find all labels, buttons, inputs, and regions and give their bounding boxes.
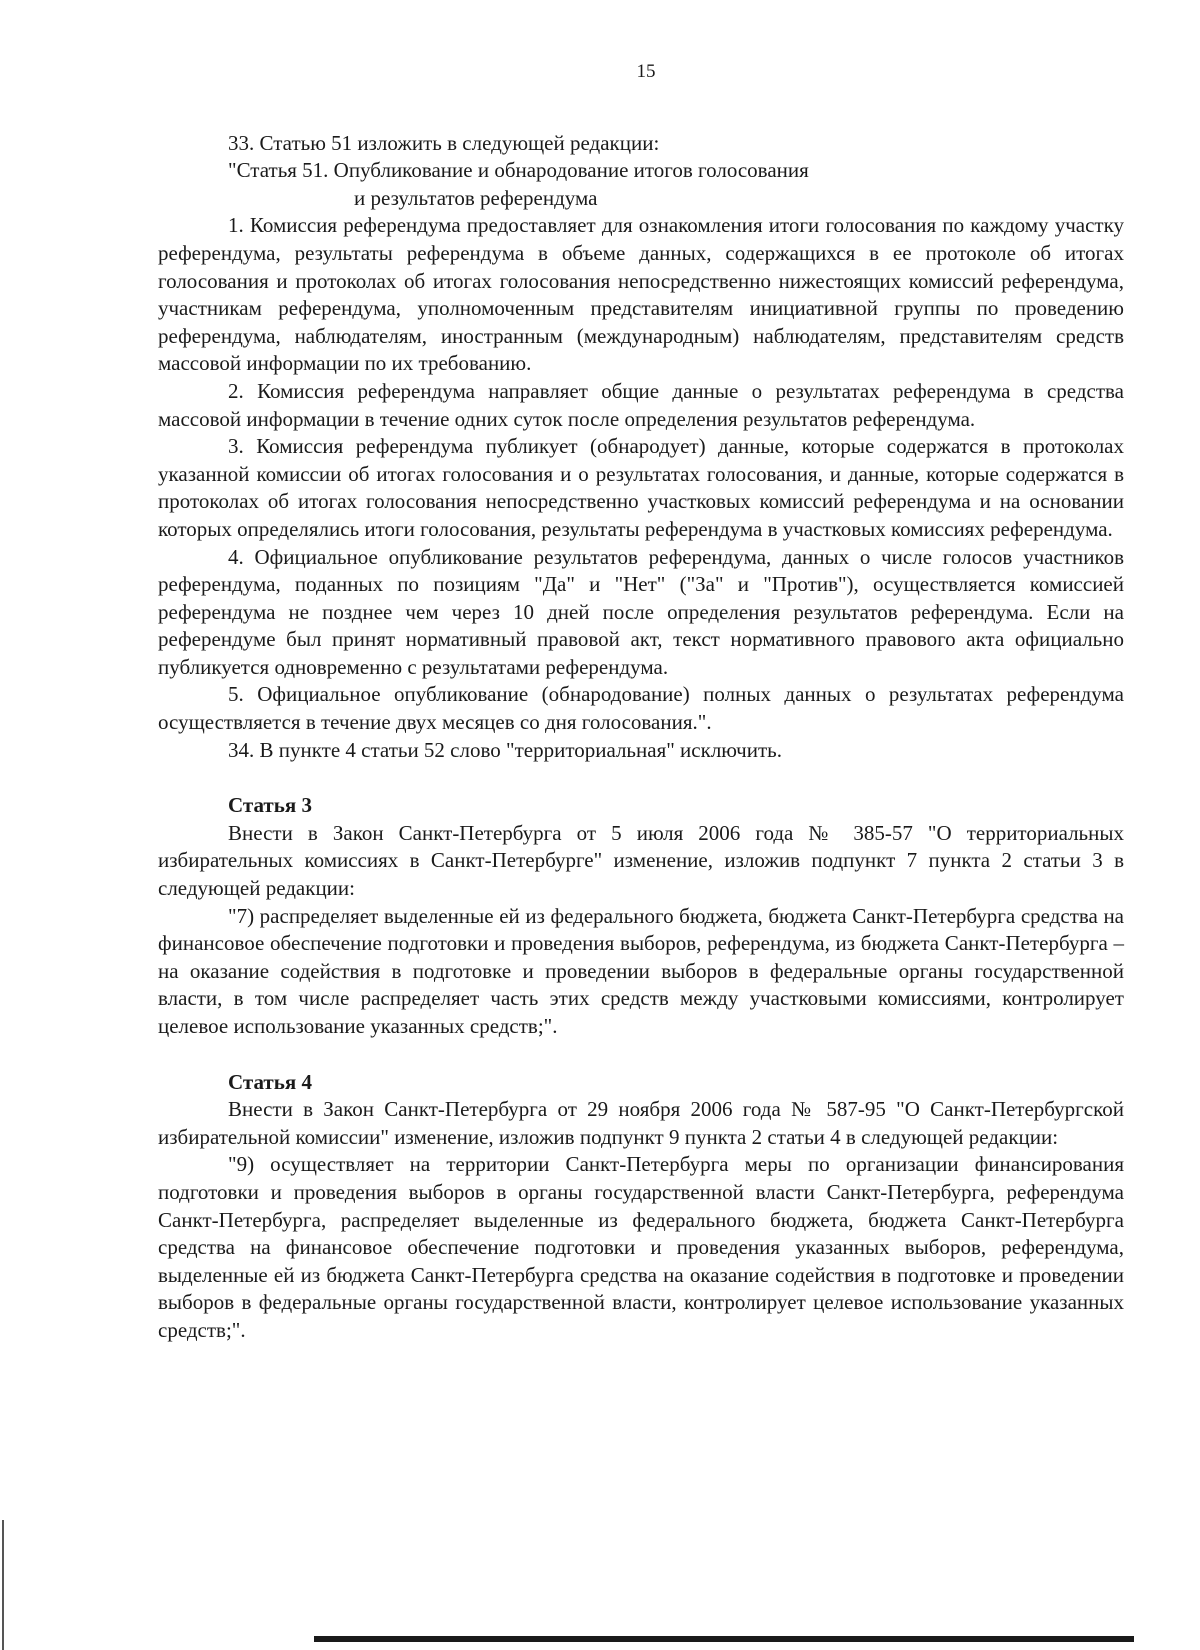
article-51-paragraph-3: 3. Комиссия референдума публикует (обнародует) данные, которые содержатся в протоколах указанной комиссии об итогах голосования и о результатах голосования, и данные, которые содержатся в протоколах об итогах голосования непосредственно участковых комиссий референдума и на основании которых определялись итоги голосования, результаты референдума в участковых комиссиях референдума. bbox=[158, 434, 1124, 541]
item-34: 34. В пункте 4 статьи 52 слово "территориальная" исключить. bbox=[228, 737, 782, 762]
article-51-paragraph-5: 5. Официальное опубликование (обнародование) полных данных о результатах референдума осуществляется в течение двух месяцев со дня голосования.". bbox=[158, 682, 1124, 735]
article-51-title-line1: "Статья 51. Опубликование и обнародование итогов голосования bbox=[228, 158, 809, 183]
article-4-text: "9) осуществляет на территории Санкт-Петербурга меры по организации финансирования подготовки и проведения выборов в органы государственной власти Санкт-Петербурга, референдума Санкт-Петербурга, распределяет выделенные из федерального бюджета, бюджета Санкт-Петербурга средства на финансовое обеспечение подготовки и проведения указанных выборов, референдума, выделенные ей из бюджета Санкт-Петербурга средства на оказание содействия в подготовке и проведении выборов в федеральные органы государственной власти, контролирует целевое использование указанных средств;". bbox=[158, 1152, 1124, 1342]
scan-bottom-rule bbox=[314, 1636, 1134, 1642]
article-4-heading: Статья 4 bbox=[228, 1069, 312, 1094]
article-3-heading: Статья 3 bbox=[228, 793, 312, 818]
article-51-title-line2: и результатов референдума bbox=[354, 185, 598, 210]
scan-edge-mark bbox=[2, 1520, 4, 1650]
article-51-paragraph-4: 4. Официальное опубликование результатов референдума, данных о числе голосов участников референдума, поданных по позициям "Да" и "Нет" ("За" и "Против"), осуществляется комиссией референдума не позднее чем через 10 дней после определения результатов референдума. Если на референдуме был принят нормативный правовой акт, текст нормативного правового акта официально публикуется одновременно с результатами референдума. bbox=[158, 544, 1124, 679]
article-51-paragraph-2: 2. Комиссия референдума направляет общие данные о результатах референдума в средства массовой информации в течение одних суток после определения результатов референдума. bbox=[158, 378, 1124, 431]
page-number: 15 bbox=[636, 61, 656, 82]
article-3-text: "7) распределяет выделенные ей из федерального бюджета, бюджета Санкт-Петербурга средства на финансовое обеспечение подготовки и проведения выборов, референдума, из бюджета Санкт-Петербурга – на оказание содействия в подготовке и проведении выборов в федеральные органы государственной власти, в том числе распределяет часть этих средств между участковыми комиссиями, контролирует целевое использование указанных средств;". bbox=[158, 903, 1124, 1038]
spacer bbox=[158, 764, 1124, 792]
article-3-intro: Внести в Закон Санкт-Петербурга от 5 июля 2006 года № 385-57 "О территориальных избирательных комиссиях в Санкт-Петербурге" изменение, изложив подпункт 7 пункта 2 статьи 3 в следующей редакции: bbox=[158, 820, 1124, 901]
item-33-intro: 33. Статью 51 изложить в следующей редакции: bbox=[228, 130, 660, 155]
article-51-paragraph-1: 1. Комиссия референдума предоставляет для ознакомления итоги голосования по каждому участку референдума, результаты референдума в объеме данных, содержащихся в ее протоколе об итогах голосования и протоколах об итогах голосования непосредственно нижестоящих комиссий референдума, участникам референдума, уполномоченным представителям инициативной группы по проведению референдума, наблюдателям, иностранным (международным) наблюдателям, представителям средств массовой информации по их требованию. bbox=[158, 213, 1124, 376]
article-4-intro: Внести в Закон Санкт-Петербурга от 29 ноября 2006 года № 587-95 "О Санкт-Петербургской избирательной комиссии" изменение, изложив подпункт 9 пункта 2 статьи 4 в следующей редакции: bbox=[158, 1097, 1124, 1149]
document-page bbox=[158, 58, 1124, 1345]
spacer bbox=[158, 1041, 1124, 1069]
